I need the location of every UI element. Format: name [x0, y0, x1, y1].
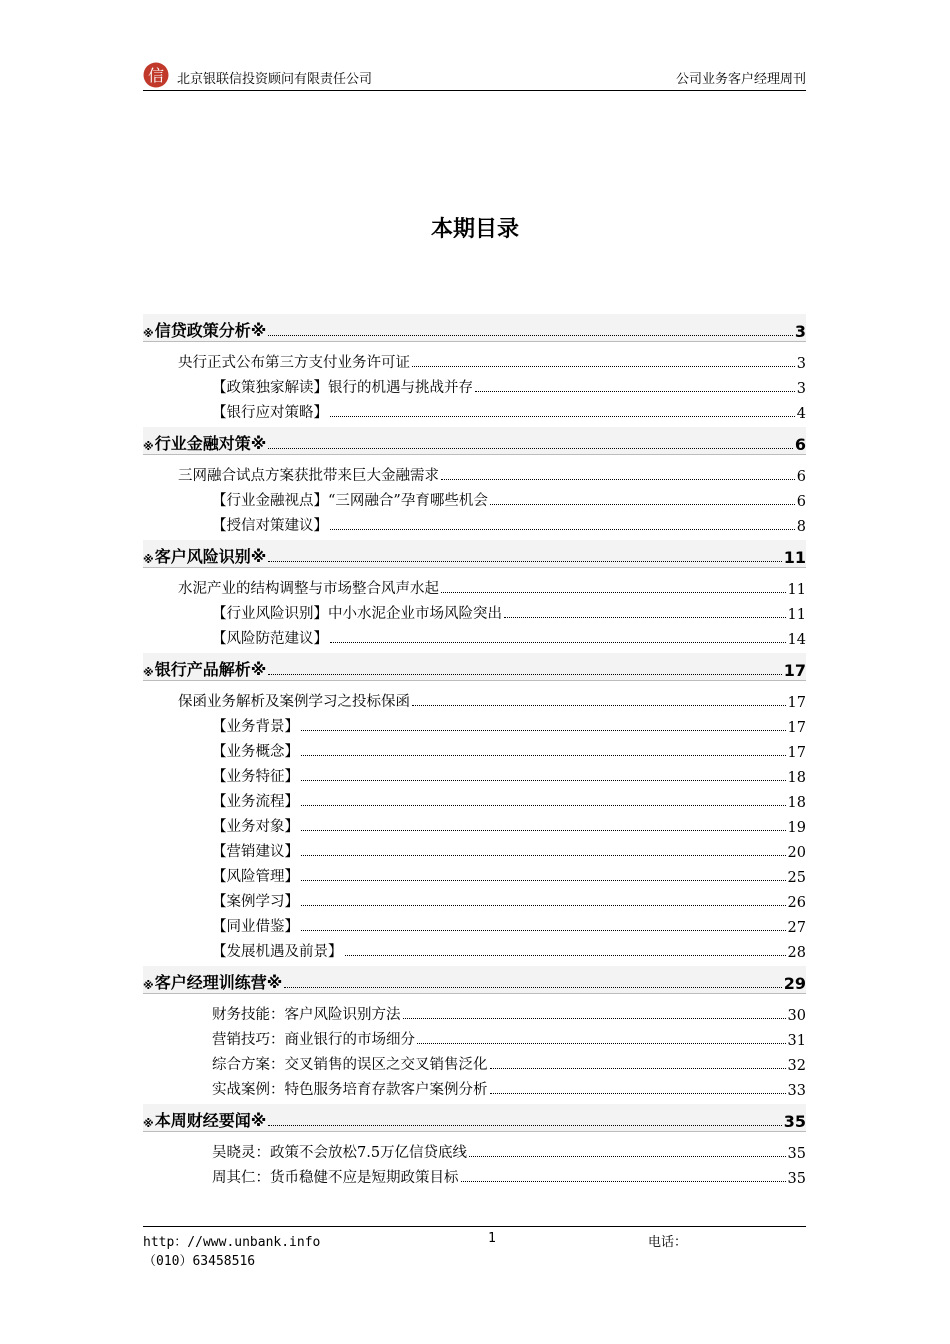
toc-entry-text: 【授信对策建议】 — [212, 518, 328, 534]
toc-page-number: 6 — [794, 435, 806, 454]
toc-dot-leader — [301, 829, 786, 831]
toc-entry[interactable] — [143, 1024, 806, 1049]
toc-page-number: 3 — [796, 381, 806, 397]
toc-page-number: 35 — [787, 1171, 806, 1187]
toc-page-number: 18 — [787, 795, 806, 811]
toc-entry[interactable] — [143, 573, 806, 598]
toc-dot-leader — [330, 641, 786, 643]
company-name: 北京银联信投资顾问有限责任公司 — [177, 72, 373, 87]
toc-page-number: 28 — [787, 945, 806, 961]
toc-dot-leader — [268, 1124, 781, 1126]
page-footer — [143, 1226, 806, 1269]
toc-entry[interactable] — [143, 1137, 806, 1162]
toc-entry[interactable] — [143, 1074, 806, 1099]
toc-page-number: 35 — [787, 1146, 806, 1162]
toc-page-number: 35 — [783, 1112, 806, 1131]
svg-text:信: 信 — [147, 66, 165, 85]
toc-dot-leader — [301, 854, 786, 856]
toc-page-number: 6 — [796, 469, 806, 485]
toc-page-number: 3 — [796, 356, 806, 372]
toc-page-number: 6 — [796, 494, 806, 510]
table-of-contents — [143, 314, 806, 1187]
toc-dot-leader — [330, 528, 795, 530]
section-mark-icon: ※ — [143, 1117, 154, 1130]
toc-entry-text: 保函业务解析及案例学习之投标保函 — [178, 694, 410, 710]
toc-page-number: 18 — [787, 770, 806, 786]
toc-dot-leader — [301, 754, 786, 756]
toc-entry-text: 客户经理训练营※ — [154, 973, 283, 992]
toc-entry[interactable] — [143, 460, 806, 485]
toc-page-number: 20 — [787, 845, 806, 861]
toc-dot-leader — [301, 779, 786, 781]
toc-dot-leader — [345, 954, 786, 956]
toc-entry[interactable] — [143, 686, 806, 711]
toc-dot-leader — [475, 390, 795, 392]
toc-entry[interactable] — [143, 372, 806, 397]
toc-entry[interactable] — [143, 623, 806, 648]
toc-entry[interactable] — [143, 397, 806, 422]
toc-entry[interactable] — [143, 911, 806, 936]
toc-entry[interactable] — [143, 836, 806, 861]
toc-page-number: 31 — [787, 1033, 806, 1049]
toc-dot-leader — [490, 1092, 786, 1094]
page-title: 本期目录 — [430, 217, 519, 242]
footer-url: http：//www.unbank.info — [143, 1235, 321, 1250]
toc-page-number: 19 — [787, 820, 806, 836]
toc-entry-text: 【业务特征】 — [212, 769, 299, 785]
toc-entry-text: 银行产品解析※ — [154, 660, 267, 679]
toc-page-number: 11 — [787, 607, 806, 623]
toc-entry-text: 央行正式公布第三方支付业务许可证 — [178, 355, 410, 371]
footer-phone-label: 电话： — [648, 1235, 688, 1250]
toc-entry-text: 【业务概念】 — [212, 744, 299, 760]
toc-page-number: 4 — [796, 406, 806, 422]
toc-page-number: 33 — [787, 1083, 806, 1099]
toc-entry-text: 水泥产业的结构调整与市场整合风声水起 — [178, 581, 439, 597]
toc-entry-text: 周其仁：货币稳健不应是短期政策目标 — [212, 1170, 459, 1186]
toc-page-number: 14 — [787, 632, 806, 648]
toc-dot-leader — [284, 986, 781, 988]
toc-entry-text: 【业务对象】 — [212, 819, 299, 835]
toc-dot-leader — [490, 503, 795, 505]
toc-page-number: 26 — [787, 895, 806, 911]
toc-entry-text: 【风险管理】 — [212, 869, 299, 885]
toc-dot-leader — [301, 729, 786, 731]
toc-dot-leader — [403, 1017, 786, 1019]
toc-dot-leader — [268, 447, 793, 449]
toc-entry-text: 本周财经要闻※ — [154, 1111, 267, 1130]
section-mark-icon: ※ — [143, 553, 154, 566]
toc-entry[interactable] — [143, 347, 806, 372]
toc-dot-leader — [301, 904, 786, 906]
toc-entry[interactable] — [143, 1162, 806, 1187]
toc-section-entry[interactable] — [143, 540, 806, 568]
toc-page-number: 17 — [787, 720, 806, 736]
toc-page-number: 29 — [783, 974, 806, 993]
publication-name: 公司业务客户经理周刊 — [675, 72, 806, 87]
toc-dot-leader — [441, 591, 786, 593]
toc-entry-text: 三网融合试点方案获批带来巨大金融需求 — [178, 468, 439, 484]
toc-entry-text: 综合方案：交叉销售的误区之交叉销售泛化 — [212, 1057, 488, 1073]
toc-section-entry[interactable] — [143, 427, 806, 455]
toc-entry-text: 【业务流程】 — [212, 794, 299, 810]
toc-entry-text: 【风险防范建议】 — [212, 631, 328, 647]
section-mark-icon: ※ — [143, 440, 154, 453]
toc-dot-leader — [469, 1155, 785, 1157]
toc-dot-leader — [412, 704, 786, 706]
toc-section-entry[interactable] — [143, 653, 806, 681]
toc-page-number: 8 — [796, 519, 806, 535]
toc-entry-text: 【同业借鉴】 — [212, 919, 299, 935]
toc-page-number: 27 — [787, 920, 806, 936]
toc-entry[interactable] — [143, 886, 806, 911]
toc-page-number: 3 — [794, 322, 806, 341]
toc-section-entry[interactable] — [143, 966, 806, 994]
toc-dot-leader — [490, 1067, 786, 1069]
toc-entry[interactable] — [143, 1049, 806, 1074]
toc-entry[interactable] — [143, 936, 806, 961]
toc-entry-text: 【案例学习】 — [212, 894, 299, 910]
toc-page-number: 25 — [787, 870, 806, 886]
footer-phone: （010）63458516 — [143, 1254, 256, 1269]
toc-dot-leader — [301, 804, 786, 806]
toc-dot-leader — [268, 560, 781, 562]
toc-entry-text: 【政策独家解读】银行的机遇与挑战并存 — [212, 380, 473, 396]
toc-entry-text: 营销技巧：商业银行的市场细分 — [212, 1032, 415, 1048]
toc-entry-text: 财务技能：客户风险识别方法 — [212, 1007, 401, 1023]
toc-dot-leader — [268, 673, 781, 675]
toc-dot-leader — [412, 365, 795, 367]
toc-entry[interactable] — [143, 598, 806, 623]
toc-page-number: 17 — [787, 695, 806, 711]
toc-dot-leader — [441, 478, 795, 480]
toc-entry[interactable] — [143, 485, 806, 510]
toc-page-number: 32 — [787, 1058, 806, 1074]
footer-page-number: 1 — [488, 1231, 496, 1246]
section-mark-icon: ※ — [143, 666, 154, 679]
toc-page-number: 17 — [787, 745, 806, 761]
toc-page-number: 11 — [787, 582, 806, 598]
toc-page-number: 30 — [787, 1008, 806, 1024]
toc-entry[interactable] — [143, 761, 806, 786]
toc-dot-leader — [301, 879, 786, 881]
toc-section-entry[interactable] — [143, 314, 806, 342]
toc-entry-text: 客户风险识别※ — [154, 547, 267, 566]
toc-entry[interactable] — [143, 999, 806, 1024]
toc-entry-text: 吴晓灵：政策不会放松7.5万亿信贷底线 — [212, 1145, 468, 1161]
toc-dot-leader — [268, 334, 793, 336]
section-mark-icon: ※ — [143, 979, 154, 992]
toc-entry-text: 【营销建议】 — [212, 844, 299, 860]
toc-dot-leader — [330, 415, 795, 417]
toc-entry[interactable] — [143, 736, 806, 761]
toc-section-entry[interactable] — [143, 1104, 806, 1132]
toc-page-number: 17 — [783, 661, 806, 680]
toc-entry-text: 实战案例：特色服务培育存款客户案例分析 — [212, 1082, 488, 1098]
toc-entry[interactable] — [143, 711, 806, 736]
toc-dot-leader — [461, 1180, 786, 1182]
toc-entry-text: 【发展机遇及前景】 — [212, 944, 343, 960]
toc-entry-text: 信贷政策分析※ — [154, 321, 267, 340]
company-logo-icon — [143, 62, 171, 88]
toc-entry[interactable] — [143, 861, 806, 886]
toc-dot-leader — [417, 1042, 786, 1044]
page-header — [143, 60, 806, 91]
toc-entry[interactable] — [143, 811, 806, 836]
toc-entry-text: 【行业风险识别】中小水泥企业市场风险突出 — [212, 606, 502, 622]
toc-dot-leader — [301, 929, 786, 931]
toc-entry-text: 行业金融对策※ — [154, 434, 267, 453]
toc-entry[interactable] — [143, 786, 806, 811]
toc-entry-text: 【银行应对策略】 — [212, 405, 328, 421]
toc-dot-leader — [504, 616, 786, 618]
toc-entry-text: 【行业金融视点】“三网融合”孕育哪些机会 — [212, 493, 488, 509]
toc-page-number: 11 — [783, 548, 806, 567]
section-mark-icon: ※ — [143, 327, 154, 340]
toc-entry[interactable] — [143, 510, 806, 535]
toc-entry-text: 【业务背景】 — [212, 719, 299, 735]
